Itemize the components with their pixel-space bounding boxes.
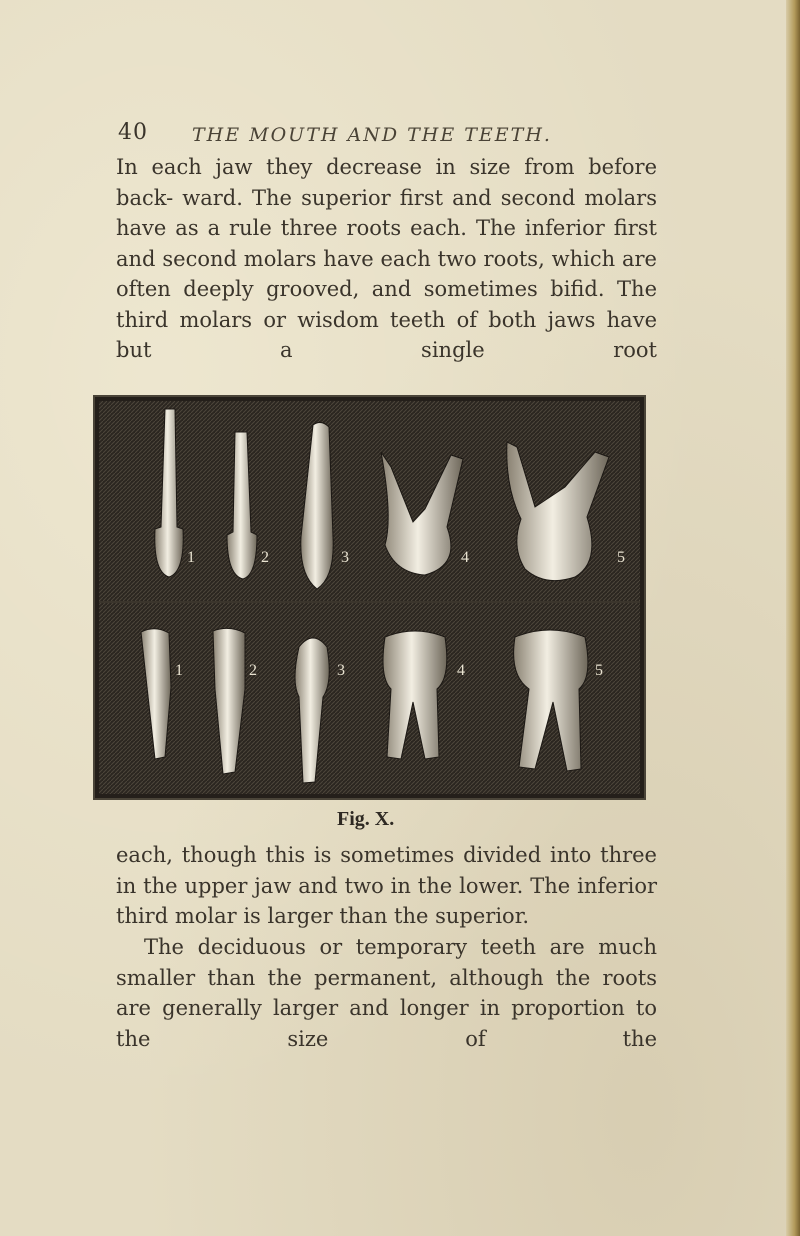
paragraph-1: In each jaw they decrease in size from before back- ward. The superior first and second molars have as a rule three roots each. The inferior first and second molars have each two roots, which are often deeply grooved, and sometimes bifid. The third molars or wisdom teeth of both jaws have but a single root: [116, 155, 657, 362]
paragraph-3-text: The deciduous or temporary teeth are much smaller than the permanent, although the roots are generally larger and longer in proportion to the size of the: [116, 935, 657, 1051]
upper-label-5: 5: [617, 549, 625, 566]
upper-label-4: 4: [461, 549, 469, 566]
lower-label-4: 4: [457, 662, 465, 679]
teeth-figure: [93, 395, 646, 800]
lower-label-3: 3: [337, 662, 345, 679]
lower-label-2: 2: [249, 662, 257, 679]
paragraph-2: each, though this is sometimes divided into three in the upper jaw and two in the lower. The inferior third molar is larger than the superior.: [116, 843, 657, 928]
figure-background: [99, 401, 640, 794]
upper-label-2: 2: [261, 549, 269, 566]
book-spine-edge: [786, 0, 800, 1236]
teeth-illustration: [95, 397, 644, 798]
lower-label-5: 5: [595, 662, 603, 679]
upper-label-1: 1: [187, 549, 195, 566]
lower-label-1: 1: [175, 662, 183, 679]
running-head: THE MOUTH AND THE TEETH.: [192, 124, 552, 146]
upper-label-3: 3: [341, 549, 349, 566]
figure-caption: Fig. X.: [337, 808, 395, 830]
paragraph-3: [116, 932, 657, 1054]
page-number: 40: [118, 120, 148, 145]
